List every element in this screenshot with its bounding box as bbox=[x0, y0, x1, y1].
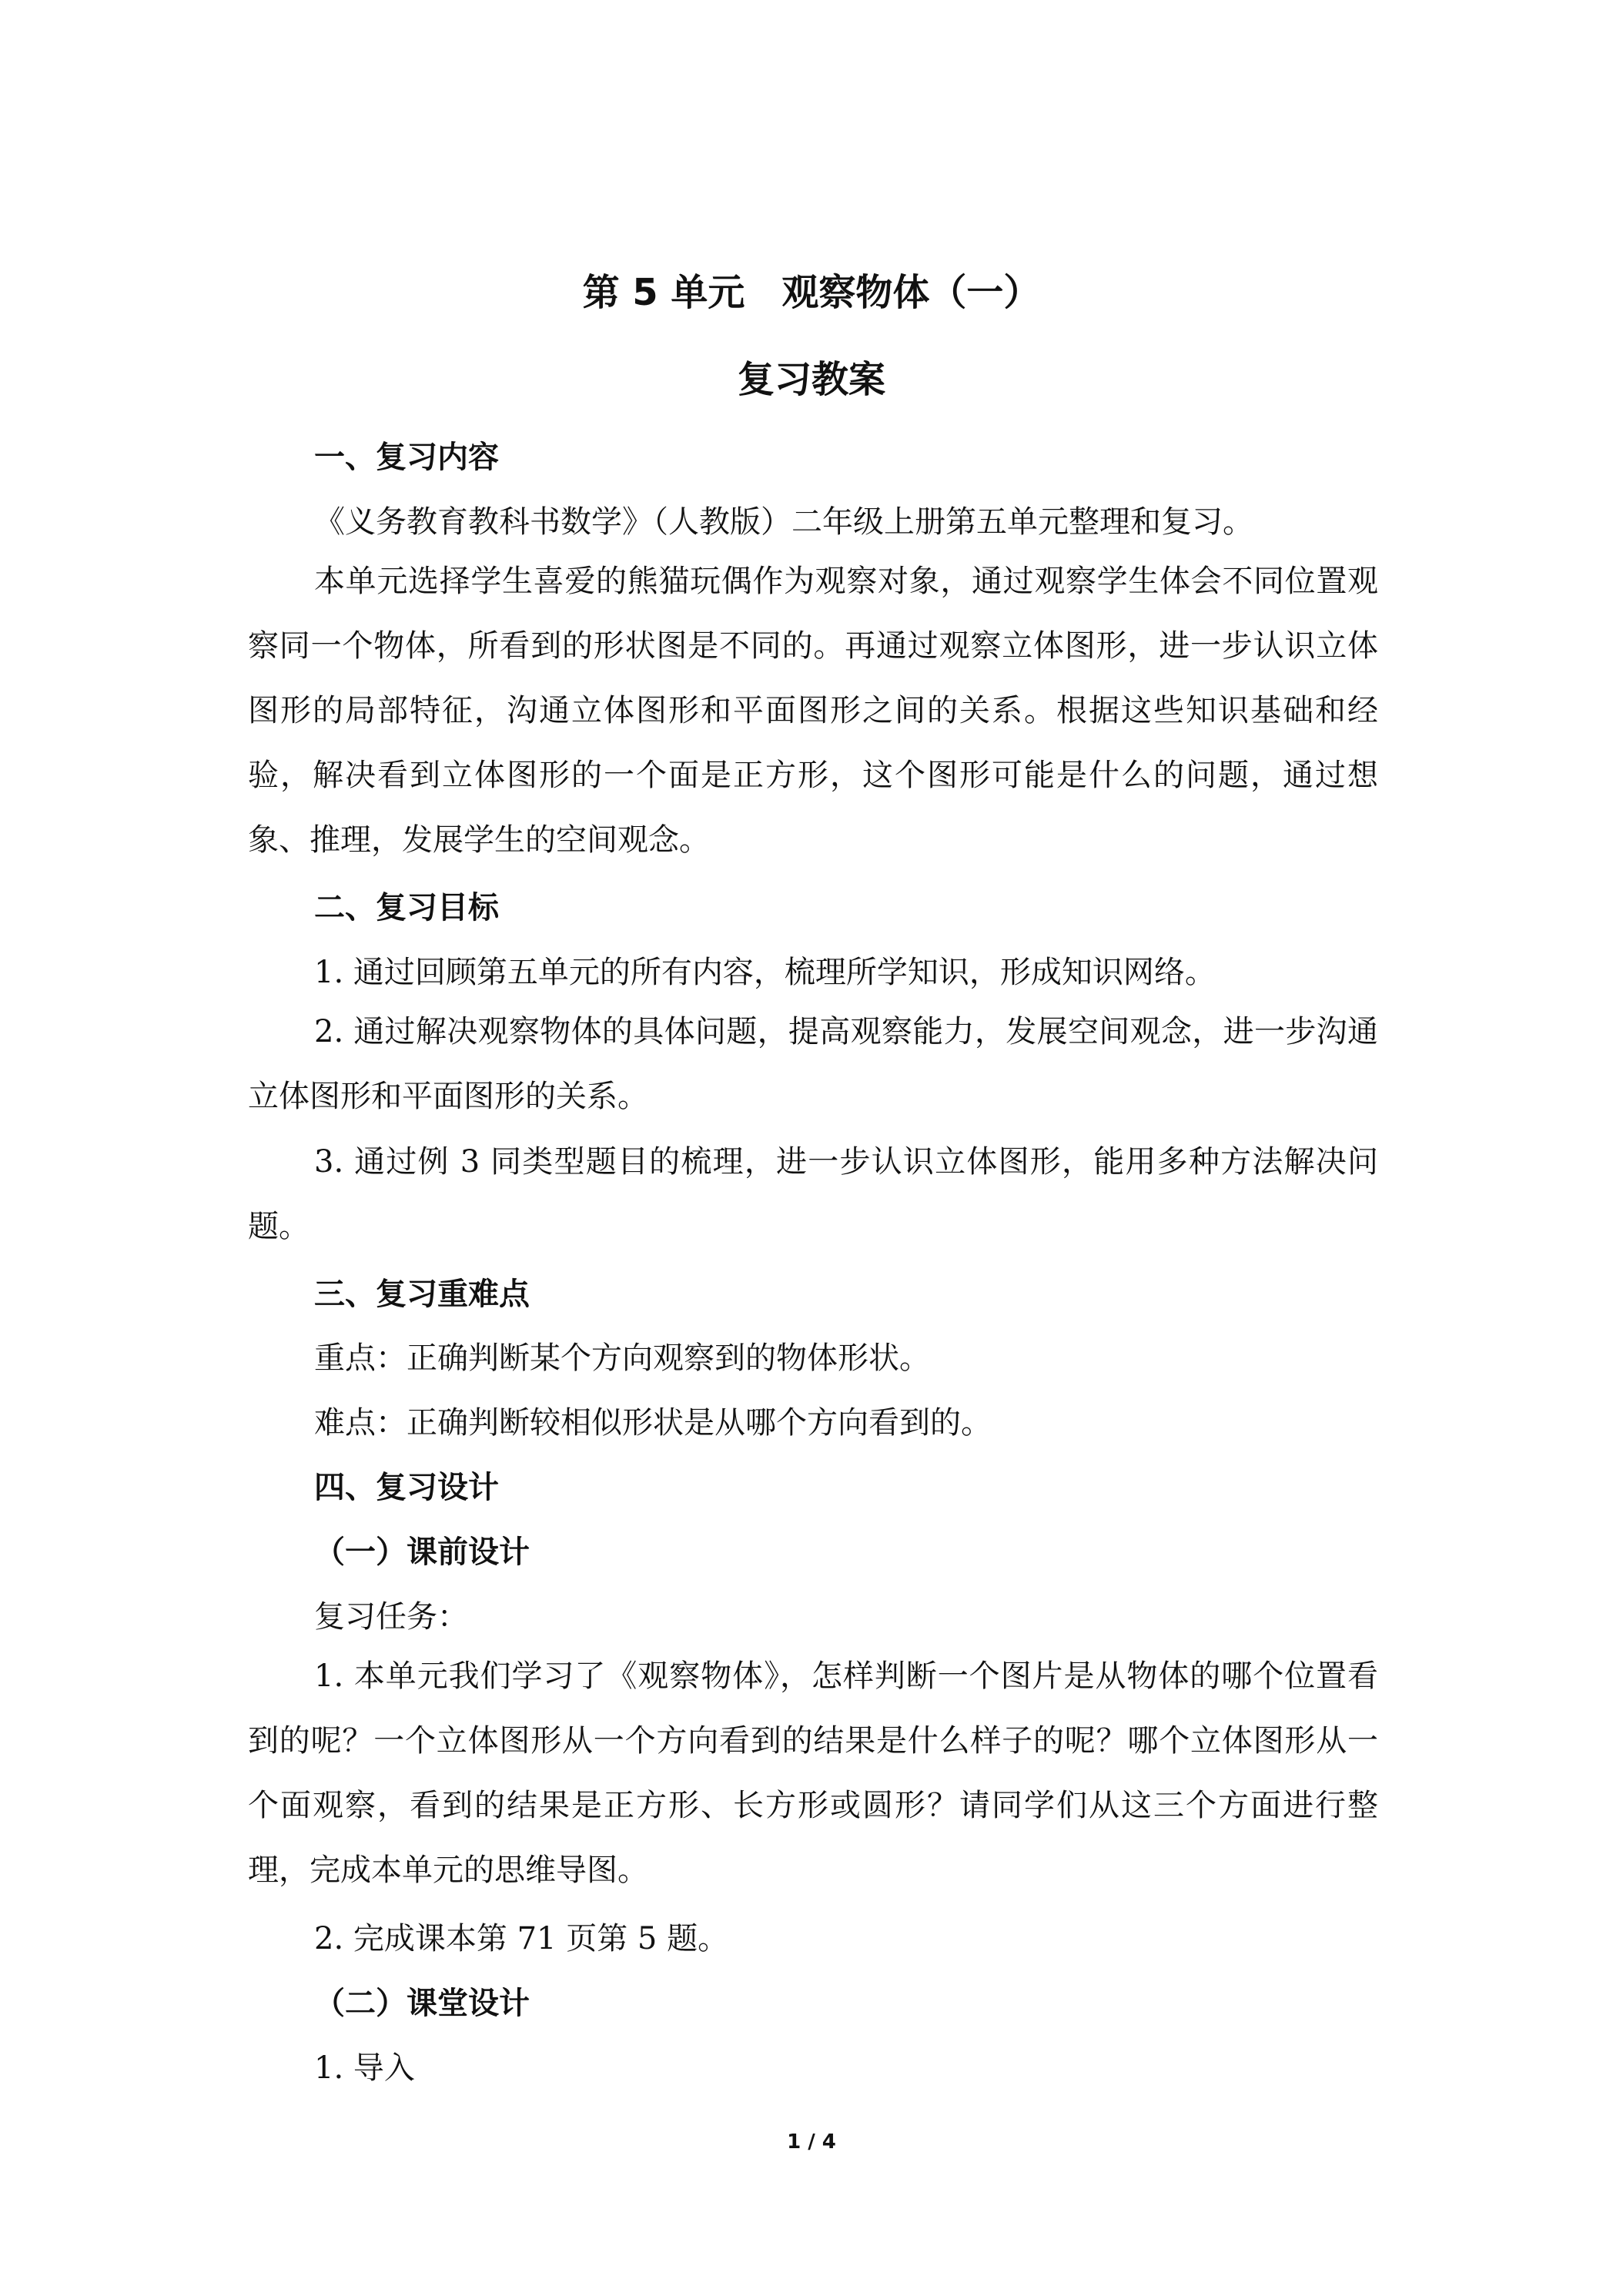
key-point-text: 重点：正确判断某个方向观察到的物体形状。 bbox=[314, 1340, 930, 1376]
review-task-label: 复习任务： bbox=[314, 1599, 468, 1635]
review-task-2: 2. 完成课本第 71 页第 5 题。 bbox=[314, 1921, 729, 1956]
page-number: 1 / 4 bbox=[787, 2130, 836, 2154]
difficulty-text: 难点：正确判断较相似形状是从哪个方向看到的。 bbox=[314, 1405, 992, 1441]
section-heading-review-content: 一、复习内容 bbox=[314, 440, 499, 475]
subsection-heading-pre-class: （一）课前设计 bbox=[314, 1535, 530, 1570]
goal-item-3: 3. 通过例 3 同类型题目的梳理，进一步认识立体图形，能用多种方法解决问题。 bbox=[248, 1144, 1378, 1244]
document-subtitle: 复习教案 bbox=[737, 358, 885, 401]
goal-item-2: 2. 通过解决观察物体的具体问题，提高观察能力，发展空间观念，进一步沟通立体图形和平面图形的关系。 bbox=[248, 1014, 1378, 1114]
paragraph-unit-description: 本单元选择学生喜爱的熊猫玩偶作为观察对象，通过观察学生体会不同位置观察同一个物体，所看到的形状图是不同的。再通过观察立体图形，进一步认识立体图形的局部特征，沟通立体图形和平面图形之间的关系。根据这些知识基础和经验，解决看到立体图形的一个面是正方形，这个图形可能是什么的问题，通过想象、推理，发展学生的空间观念。 bbox=[248, 564, 1378, 858]
paragraph-textbook: 《义务教育教科书数学》（人教版）二年级上册第五单元整理和复习。 bbox=[314, 504, 1253, 540]
subsection-heading-in-class: （二）课堂设计 bbox=[314, 1986, 530, 2021]
class-step-1: 1. 导入 bbox=[314, 2050, 415, 2086]
section-heading-review-design: 四、复习设计 bbox=[314, 1470, 499, 1505]
review-task-1: 1. 本单元我们学习了《观察物体》，怎样判断一个图片是从物体的哪个位置看到的呢？一个立体图形从一个方向看到的结果是什么样子的呢？哪个立体图形从一个面观察，看到的结果是正方形、长方形或圆形？请同学们从这三个方面进行整理，完成本单元的思维导图。 bbox=[248, 1658, 1378, 1888]
goal-item-1: 1. 通过回顾第五单元的所有内容，梳理所学知识，形成知识网络。 bbox=[314, 955, 1216, 990]
document-title: 第 5 单元 观察物体（一） bbox=[582, 271, 1041, 314]
section-heading-key-points: 三、复习重难点 bbox=[314, 1277, 530, 1312]
section-heading-review-goals: 二、复习目标 bbox=[314, 890, 499, 925]
